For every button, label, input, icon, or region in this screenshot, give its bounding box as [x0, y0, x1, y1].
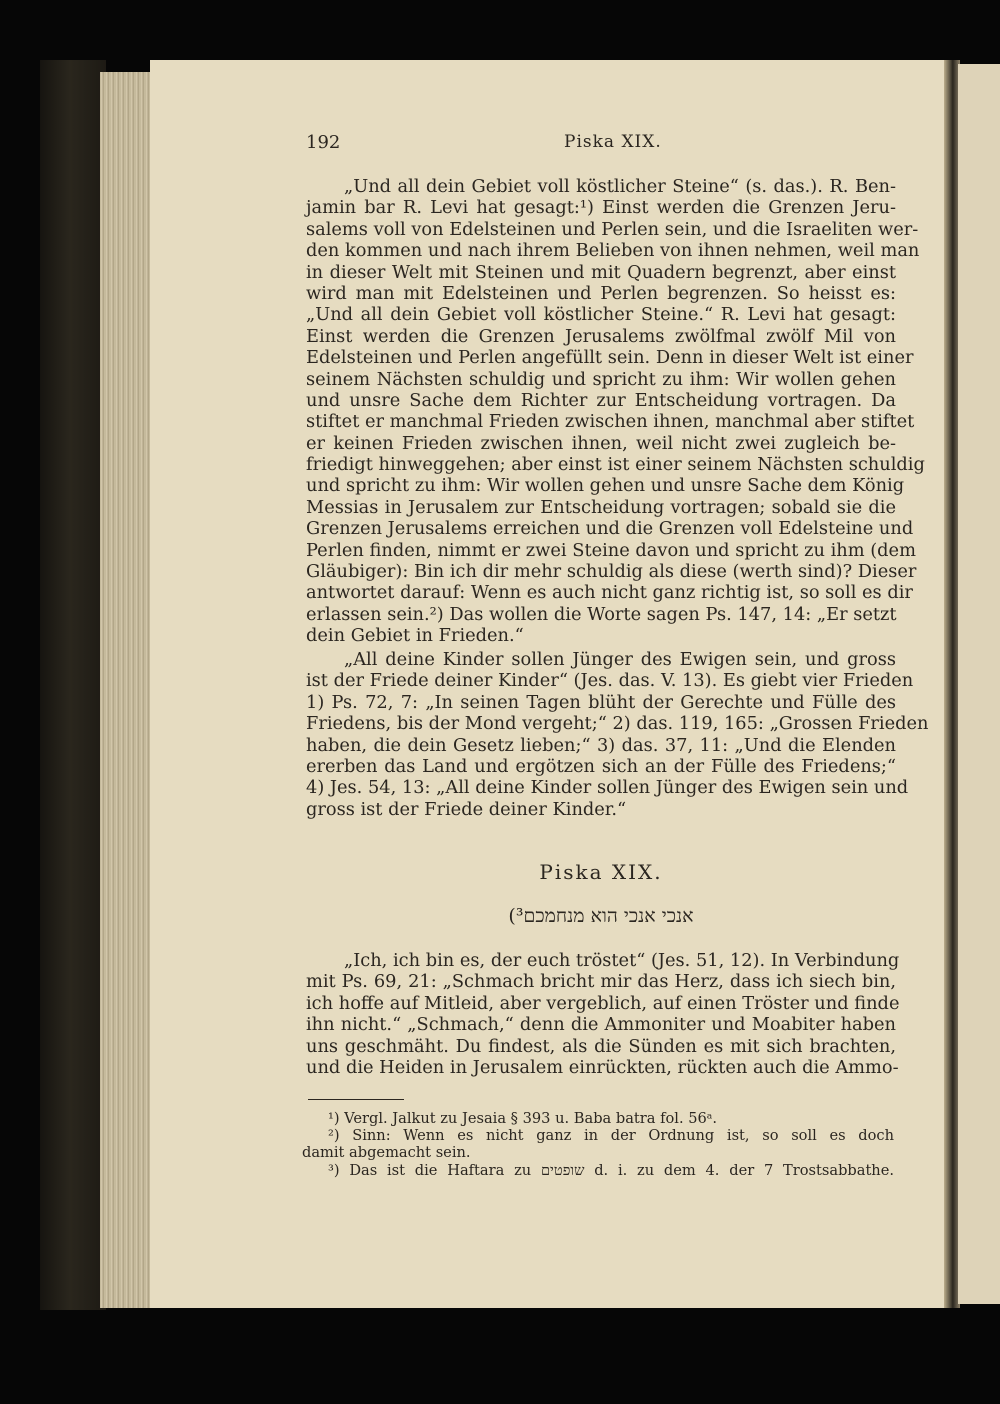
footnote-rule — [308, 1099, 404, 1100]
text-line: Friedens, bis der Mond vergeht;“ 2) das. 119, 165: „Grossen Frieden — [306, 713, 929, 735]
footnote-continuation: damit abgemacht sein. — [302, 1144, 471, 1162]
text-line: ist der Friede deiner Kinder“ (Jes. das. V. 13). Es giebt vier Frieden — [306, 670, 914, 692]
text-line: „Und all dein Gebiet voll köstlicher Steine.“ R. Levi hat gesagt: — [306, 304, 896, 326]
text-line: und unsre Sache dem Richter zur Entscheidung vortragen. Da — [306, 389, 896, 411]
text-line: antwortet darauf: Wenn es auch nicht ganz richtig ist, so soll es dir — [306, 582, 913, 604]
text-line: mit Ps. 69, 21: „Schmach bricht mir das Herz, dass ich siech bin, — [306, 971, 896, 993]
next-page-edge — [958, 64, 1000, 1304]
text-line: Edelsteinen und Perlen angefüllt sein. Denn in dieser Welt ist einer — [306, 347, 914, 369]
footnote: ³) Das ist die Haftara zu שופטים d. i. zu dem 4. der 7 Trostsabbathe. — [328, 1161, 894, 1179]
text-line: wird man mit Edelsteinen und Perlen begrenzen. So heisst es: — [306, 282, 896, 304]
text-line: „Ich, ich bin es, der euch tröstet“ (Jes. 51, 12). In Verbindung — [344, 950, 900, 971]
hebrew-title: אנכי אנכי הוא מנחמכם³) — [508, 905, 694, 927]
text-line: „Und all dein Gebiet voll köstlicher Steine“ (s. das.). R. Ben- — [344, 176, 896, 197]
text-line: und spricht zu ihm: Wir wollen gehen und unsre Sache dem König — [306, 475, 905, 497]
text-line: den kommen und nach ihrem Belieben von ihnen nehmen, weil man — [306, 240, 920, 262]
text-line: stiftet er manchmal Frieden zwischen ihnen, manchmal aber stiftet — [306, 411, 915, 433]
text-line: und die Heiden in Jerusalem einrückten, rückten auch die Ammo- — [306, 1056, 899, 1078]
text-line: Perlen finden, nimmt er zwei Steine davon und spricht zu ihm (dem — [306, 539, 916, 561]
footnote: ¹) Vergl. Jalkut zu Jesaia § 393 u. Baba batra fol. 56ᵃ. — [328, 1110, 718, 1127]
text-line: Gläubiger): Bin ich dir mehr schuldig als diese (werth sind)? Dieser — [306, 561, 917, 583]
running-head — [306, 132, 896, 158]
text-line: ich hoffe auf Mitleid, aber vergeblich, auf einen Tröster und finde — [306, 992, 900, 1014]
paragraph-3 — [306, 950, 900, 1078]
paragraph-1 — [306, 176, 925, 647]
text-line: 1) Ps. 72, 7: „In seinen Tagen blüht der Gerechte und Fülle des — [306, 691, 896, 713]
book-cover — [40, 60, 106, 1310]
text-line: ihn nicht.“ „Schmach,“ denn die Ammoniter und Moabiter haben — [306, 1014, 896, 1036]
text-line: Messias in Jerusalem zur Entscheidung vortragen; sobald sie die — [306, 496, 896, 518]
text-line: „All deine Kinder sollen Jünger des Ewigen sein, und gross — [344, 649, 896, 670]
text-line: Grenzen Jerusalems erreichen und die Grenzen voll Edelsteine und — [306, 518, 914, 540]
page-edges — [100, 72, 152, 1308]
text-line: Einst werden die Grenzen Jerusalems zwölfmal zwölf Mil von — [306, 325, 896, 347]
footnotes — [302, 1110, 894, 1179]
text-line: in dieser Welt mit Steinen und mit Quadern begrenzt, aber einst — [306, 261, 896, 283]
text-line: haben, die dein Gesetz lieben;“ 3) das. 37, 11: „Und die Elenden — [306, 734, 896, 756]
section-heading: Piska XIX. — [539, 860, 663, 884]
page-number: 192 — [306, 132, 341, 153]
paragraph-2 — [306, 649, 929, 820]
running-title: Piska XIX. — [564, 132, 662, 152]
text-line: seinem Nächsten schuldig und spricht zu ihm: Wir wollen gehen — [306, 368, 896, 390]
text-line: gross ist der Friede deiner Kinder.“ — [306, 798, 627, 820]
text-line: uns geschmäht. Du findest, als die Sünden es mit sich brachten, — [306, 1035, 896, 1057]
text-line: jamin bar R. Levi hat gesagt:¹) Einst werden die Grenzen Jeru- — [306, 197, 896, 219]
text-line: ererben das Land und ergötzen sich an der Fülle des Friedens;“ — [306, 755, 896, 777]
text-line: 4) Jes. 54, 13: „All deine Kinder sollen Jünger des Ewigen sein und — [306, 777, 909, 799]
text-line: dein Gebiet in Frieden.“ — [306, 625, 524, 647]
text-line: salems voll von Edelsteinen und Perlen sein, und die Israeliten wer- — [306, 218, 919, 240]
text-line: erlassen sein.²) Das wollen die Worte sagen Ps. 147, 14: „Er setzt — [306, 603, 897, 625]
footnote: ²) Sinn: Wenn es nicht ganz in der Ordnung ist, so soll es doch — [328, 1127, 894, 1145]
text-line: er keinen Frieden zwischen ihnen, weil nicht zwei zugleich be- — [306, 432, 896, 454]
text-line: friedigt hinweggehen; aber einst ist einer seinem Nächsten schuldig — [306, 454, 925, 476]
